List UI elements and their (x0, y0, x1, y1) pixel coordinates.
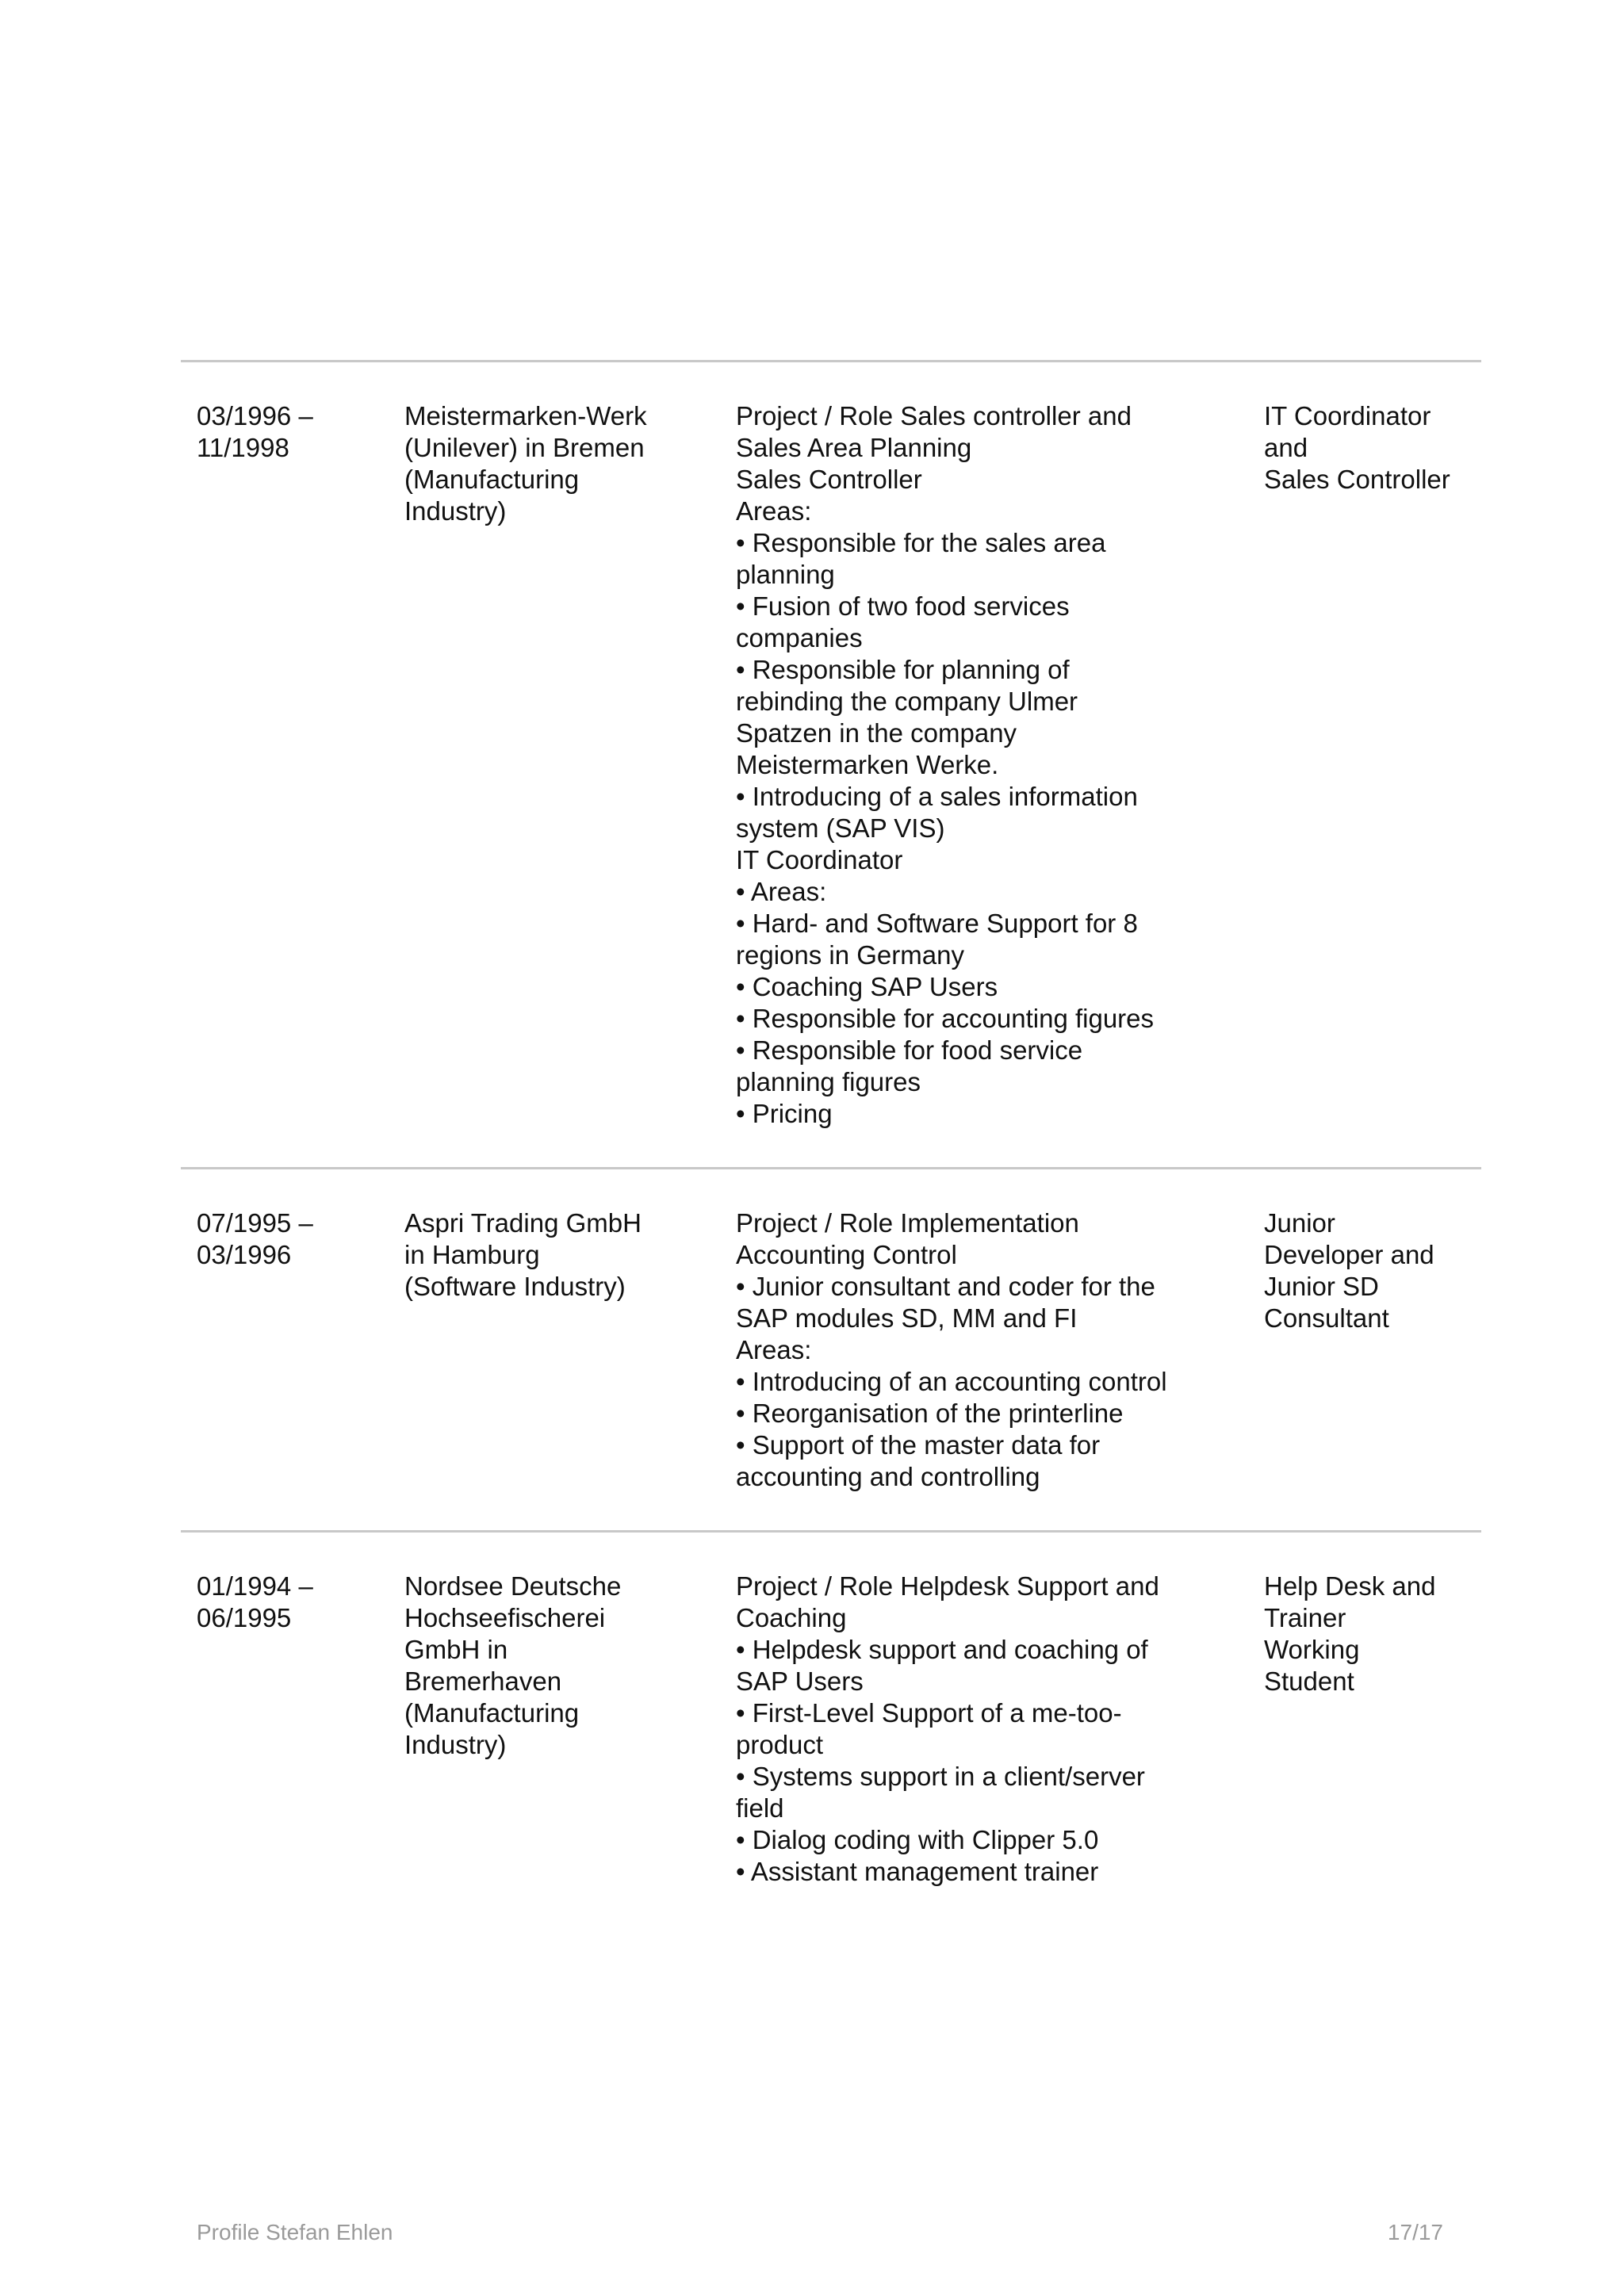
divider-2 (181, 1530, 1481, 1533)
divider-top (181, 360, 1481, 362)
entry-company: Nordsee Deutsche Hochseefischerei GmbH in Bremerhaven (Manufacturing Industry) (404, 1571, 622, 1759)
entry-company: Aspri Trading GmbH in Hamburg (Software Industry) (404, 1208, 642, 1301)
entry-project: Project / Role Sales controller and Sales Area Planning Sales Controller Areas: • Responsible for the sales area planning • Fusion of two food services companies • Responsible for planning of rebinding the company Ulmer Spatzen in the company Meistermarken Werke. • Introducing of a sales information system (SAP VIS) IT Coordinator • Areas: • Hard- and Software Support for 8 regions in Germany • Coaching SAP Users • Responsible for accounting figures • Responsible for food service planning figures • Pricing (736, 401, 1155, 1128)
footer-page-number: 17/17 (1387, 2220, 1443, 2244)
entry-project: Project / Role Helpdesk Support and Coaching • Helpdesk support and coaching of SAP Users • First-Level Support of a me-too- product • Systems support in a client/server field • Dialog coding with Clipper 5.0 • Assistant management trainer (736, 1571, 1159, 1886)
entry-date: 07/1995 – 03/1996 (197, 1208, 313, 1269)
entry-role: Junior Developer and Junior SD Consultant (1264, 1208, 1434, 1333)
entry-role: IT Coordinator and Sales Controller (1264, 401, 1450, 494)
entry-date: 01/1994 – 06/1995 (197, 1571, 313, 1632)
footer-profile-name: Profile Stefan Ehlen (197, 2220, 393, 2244)
entry-date: 03/1996 – 11/1998 (197, 401, 313, 462)
entry-company: Meistermarken-Werk (Unilever) in Bremen (Manufacturing Industry) (404, 401, 647, 526)
divider-1 (181, 1167, 1481, 1169)
entry-role: Help Desk and Trainer Working Student (1264, 1571, 1436, 1696)
entry-project: Project / Role Implementation Accounting Control • Junior consultant and coder for the SAP modules SD, MM and FI Areas: • Introducing of an accounting control • Reorganisation of the printerline • Support of the master data for accounting and controlling (736, 1208, 1167, 1491)
